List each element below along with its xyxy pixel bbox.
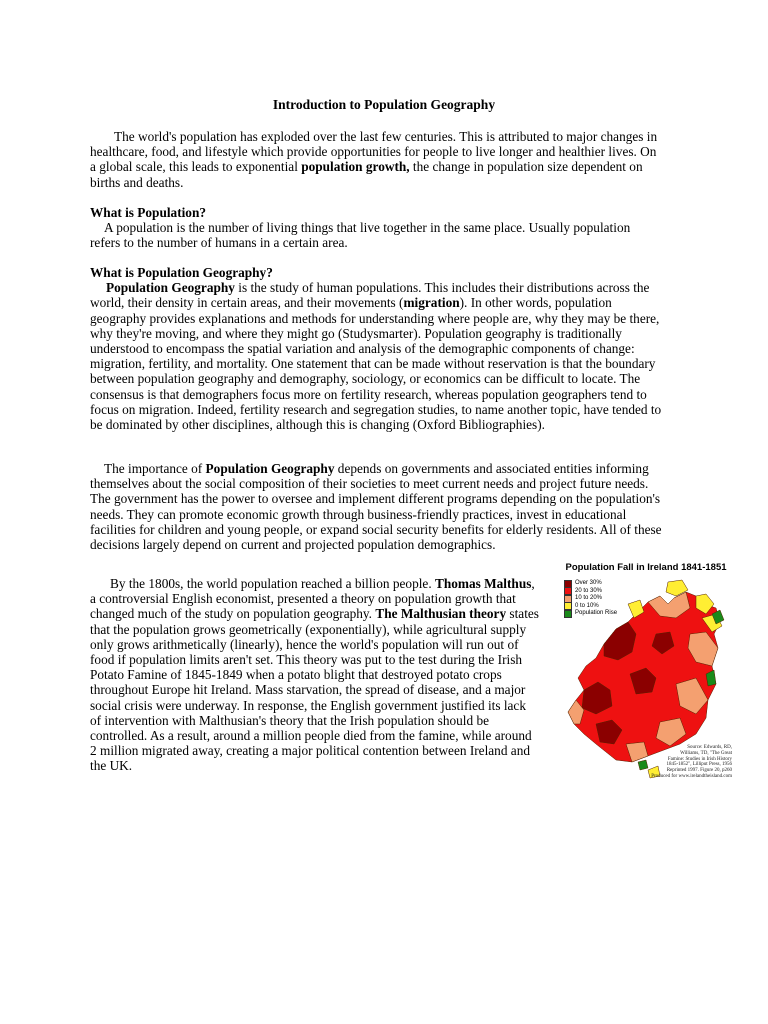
source-line: 1845-1852", Lilliput Press, 1956 xyxy=(666,762,732,768)
map-legend xyxy=(564,580,617,618)
section1-heading: What is Population? xyxy=(90,205,207,220)
section-what-is-population-geography xyxy=(90,265,662,432)
section2-text-2: ). In other words, population geography provides explanations and methods for understanding where people are, why they may be there, why they're moving, and where they might go (Studysmarter). Population geography is traditionally understood to encompass the spatial variation and analysis of the demographic components of change: migration, fertility, and mortality. One statement that can be made without reservation is that the boundary between population geography and demography, sociology, or economics can be difficult to locate. The consensus is that demographers focus more on fertility research, whereas population geographers tend to focus on migration. Indeed, fertility research and segregation studies, to name another topic, have tended to be dominated by other disciplines, although this is changing (Oxford Bibliographies). xyxy=(90,295,662,433)
malthus-paragraph xyxy=(90,576,540,774)
section2-heading: What is Population Geography? xyxy=(90,265,273,280)
source-line: Williams, TD, "The Great xyxy=(680,750,732,756)
intro-paragraph xyxy=(90,129,662,190)
section1-body: A population is the number of living things that live together in the same place. Usually population refers to the number of humans in a certain area. xyxy=(90,220,631,251)
section-what-is-population xyxy=(90,205,662,251)
importance-text-1: The importance of xyxy=(104,461,206,476)
document-title: Introduction to Population Geography xyxy=(272,97,496,112)
malthus-text-3: states that the population grows geometrically (exponentially), while agricultural supply only grows arithmetically (linearly), hence the world's population will run out of food if population limits aren't set. This theory was put to the test during the Irish Potato Famine of 1845-1849 when a potato blight that destroyed potato crops throughout Europe hit Ireland. Mass starvation, the spread of disease, and a major social crisis were underway. In response, the English government justified its lack of intervention with Malthusian's theory that the Irish population should be controlled. As a result, around a million people died from the famine, while around 2 million migrated away, creating a major political contention between Ireland and the UK. xyxy=(90,606,539,774)
intro-bold: population growth, xyxy=(301,159,410,175)
legend-label: 20 to 30% xyxy=(575,587,603,594)
intro-text-2: the change in population size dependent on births and deaths. xyxy=(90,159,643,190)
source-line: Famine: Studies in Irish History xyxy=(667,756,732,762)
ireland-population-map xyxy=(556,562,736,790)
malthus-text-1: By the 1800s, the world population reached a billion people. xyxy=(110,576,435,591)
source-line: Reprinted 1997. Figure 20, p260 xyxy=(666,768,732,774)
legend-label: 10 to 20% xyxy=(575,595,603,601)
malthus-text-2: , a controversial English economist, presented a theory on population growth that changed much of the study on population geography. xyxy=(90,576,535,622)
legend-label: 0 to 10% xyxy=(575,602,599,609)
intro-text-1: The world's population has exploded over the last few centuries. This is attributed to major changes in healthcare, food, and lifestyle which provide opportunities for people to live longer and healthier lives. On a global scale, this leads to exponential xyxy=(90,129,658,175)
map-source-credit xyxy=(634,745,732,780)
importance-paragraph xyxy=(90,461,662,552)
legend-item xyxy=(564,610,617,618)
legend-swatch xyxy=(564,610,572,618)
importance-bold: Population Geography xyxy=(205,461,335,476)
source-line: Source: Edwards, RD, xyxy=(687,745,732,750)
malthus-bold-1: Thomas Malthus xyxy=(434,576,532,591)
malthus-bold-2: The Malthusian theory xyxy=(375,606,507,622)
importance-text-2: depends on governments and associated entities informing themselves about the social composition of their societies to meet current needs and project future needs. The government has the power to oversee and implement different programs depending on the population's needs. They can promote economic growth through business-friendly practices, invest in educational facilities for children and young people, or expand social security benefits for elderly residents. All of these decisions largely depend on current and projected population demographics. xyxy=(90,461,662,553)
legend-label: Over 30% xyxy=(575,580,602,586)
legend-label: Population Rise xyxy=(575,610,618,616)
section2-text-1: is the study of human populations. This includes their distributions across the world, their density in certain areas, and their movements ( xyxy=(90,280,650,311)
section2-bold-1: Population Geography xyxy=(106,280,235,296)
source-line: Produced for www.irelandtheisland.com xyxy=(651,773,732,779)
map-title: Population Fall in Ireland 1841-1851 xyxy=(565,562,727,573)
section2-bold-2: migration xyxy=(403,295,460,311)
